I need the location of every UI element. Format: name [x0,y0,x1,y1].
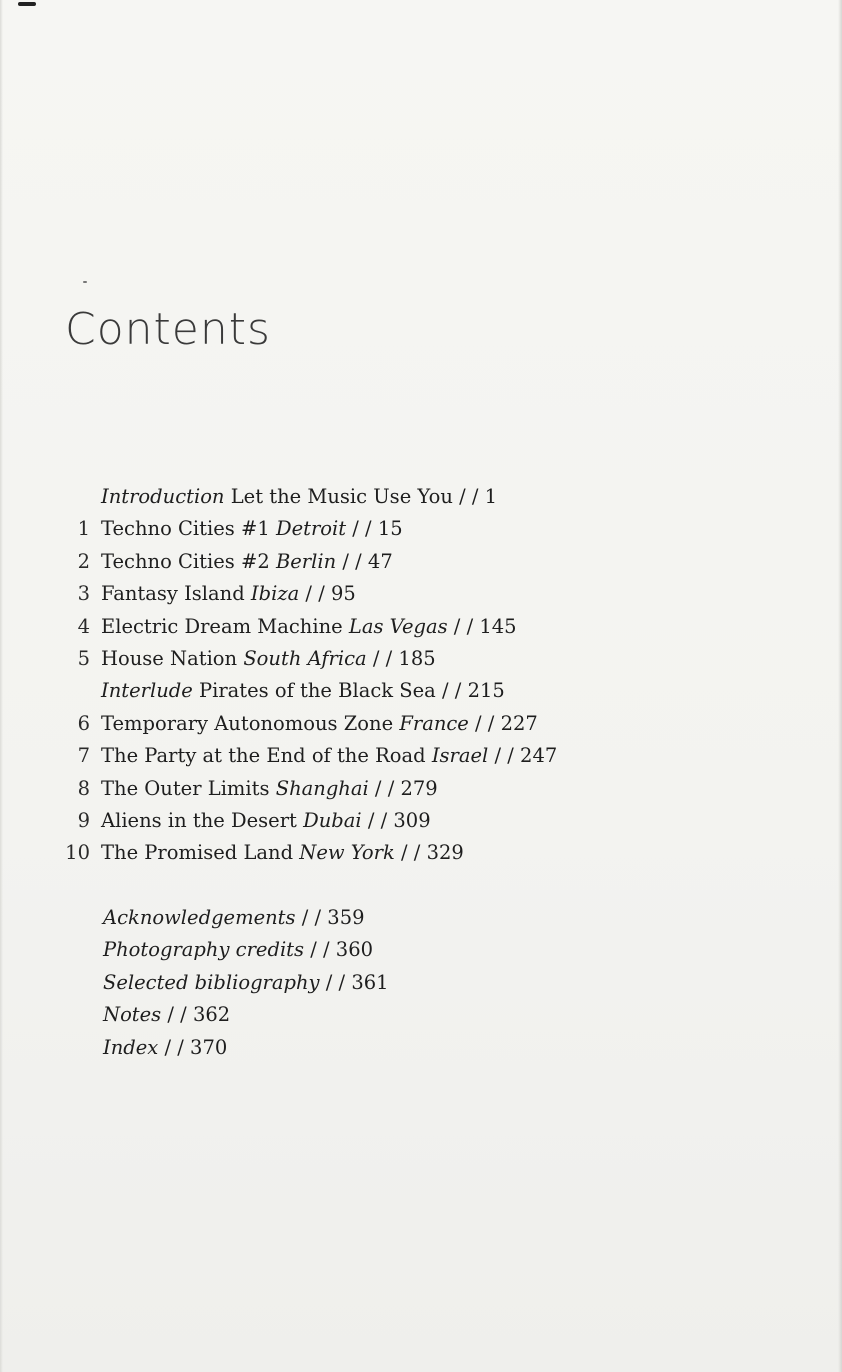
toc-entry-text [101,481,497,513]
toc-back-matter-acknowledgements [0,902,842,934]
chapter-number: 2 [77,549,90,573]
entry-location: France [399,711,469,735]
chapter-number: 10 [65,841,90,865]
back-matter-label: Acknowledgements [103,906,296,930]
toc-entry-text [101,837,464,869]
toc-back-matter-bibliography [0,967,842,999]
entry-separator: / / [452,485,485,508]
page-number: 1 [484,485,498,508]
toc-entry-text [103,902,365,934]
page-number: 309 [393,808,431,832]
page-number: 247 [520,744,558,768]
entry-location: Berlin [275,549,337,573]
toc-entry-chapter-10 [0,837,842,869]
page-number: 360 [335,938,374,962]
toc-entry-text [103,934,373,966]
toc-entry-chapter-8 [0,773,842,805]
entry-location: Dubai [303,808,362,832]
back-matter-label: Index [103,1035,159,1059]
page-number: 47 [367,549,393,573]
toc-entry-text [101,740,557,772]
entry-italic-prefix: Introduction [101,485,225,508]
corner-ink-mark [18,2,36,6]
entry-location: New York [299,841,395,865]
toc-entry-text [101,513,403,545]
page-number: 215 [467,679,505,703]
entry-title: Let the Music Use You [230,485,453,508]
entry-title: The Party at the End of the Road [101,744,426,768]
entry-title: Techno Cities #2 [101,549,270,573]
toc-entry-introduction [0,481,842,513]
toc-entry-text [101,578,356,610]
entry-title: The Promised Land [101,841,294,865]
toc-entry-chapter-9 [0,805,842,837]
toc-back-matter-notes [0,999,842,1031]
entry-separator: / / [304,938,336,962]
ink-speck [83,281,87,283]
chapter-number: 4 [77,614,90,638]
toc-back-matter-index [0,1032,842,1064]
page-number: 359 [327,906,365,930]
entry-separator: / / [488,744,521,768]
page-number: 370 [190,1035,228,1059]
toc-entry-text [101,708,538,740]
table-of-contents [0,481,842,1064]
toc-entry-chapter-4 [0,611,842,643]
page-number: 279 [400,776,438,800]
entry-title: Pirates of the Black Sea [198,679,436,703]
page-number: 95 [330,582,356,606]
entry-title: Aliens in the Desert [101,808,297,832]
entry-title: The Outer Limits [101,776,270,800]
toc-entry-text [103,999,230,1031]
toc-entry-text [103,967,389,999]
toc-entry-chapter-3 [0,578,842,610]
entry-separator: / / [319,970,352,994]
toc-entry-text [101,773,438,805]
toc-entry-text [101,611,517,643]
chapter-number: 8 [77,776,90,800]
chapter-number: 3 [77,582,90,606]
entry-location: South Africa [243,646,367,670]
entry-italic-prefix: Interlude [101,679,193,703]
entry-location: Detroit [275,517,347,541]
chapter-number: 7 [77,744,90,768]
entry-separator: / / [336,549,368,573]
back-matter-label: Notes [103,1003,162,1027]
toc-entry-text [101,675,505,707]
entry-title: Temporary Autonomous Zone [101,711,394,735]
page-number: 145 [479,614,517,638]
back-matter-label: Photography credits [103,938,305,962]
page-number: 361 [351,970,389,994]
toc-entry-text [101,805,431,837]
page-number: 185 [398,646,436,670]
toc-entry-text [103,1032,227,1064]
entry-title: Techno Cities #1 [101,517,270,541]
entry-separator: / / [447,614,480,638]
page-number: 329 [426,841,464,865]
entry-separator: / / [295,906,328,930]
page-number: 362 [192,1003,231,1027]
entry-title: House Nation [101,646,238,670]
toc-entry-chapter-6 [0,708,842,740]
entry-location: Shanghai [275,776,369,800]
page-title: Contents [65,304,271,355]
entry-title: Electric Dream Machine [101,614,343,638]
chapter-number: 6 [77,711,90,735]
toc-entry-text [101,546,393,578]
toc-entry-interlude [0,675,842,707]
entry-separator: / / [158,1035,191,1059]
entry-separator: / / [161,1003,193,1027]
toc-entry-chapter-5 [0,643,842,675]
entry-separator: / / [366,646,399,670]
entry-separator: / / [299,582,331,606]
toc-entry-chapter-2 [0,546,842,578]
chapter-number: 5 [77,646,90,670]
toc-back-matter-photography-credits [0,934,842,966]
entry-separator: / / [361,808,394,832]
entry-separator: / / [346,517,378,541]
entry-separator: / / [368,776,401,800]
chapter-number: 9 [77,808,90,832]
back-matter-label: Selected bibliography [103,970,320,994]
page-number: 15 [377,517,403,541]
toc-entry-chapter-1 [0,513,842,545]
entry-separator: / / [435,679,468,703]
entry-separator: / / [394,841,427,865]
toc-entry-chapter-7 [0,740,842,772]
entry-location: Las Vegas [348,614,448,638]
entry-separator: / / [468,711,501,735]
page-number: 227 [500,711,538,735]
entry-location: Ibiza [250,582,300,606]
section-gap [0,870,842,902]
entry-location: Israel [431,744,489,768]
toc-entry-text [101,643,436,675]
chapter-number: 1 [77,517,90,541]
entry-title: Fantasy Island [101,582,245,606]
